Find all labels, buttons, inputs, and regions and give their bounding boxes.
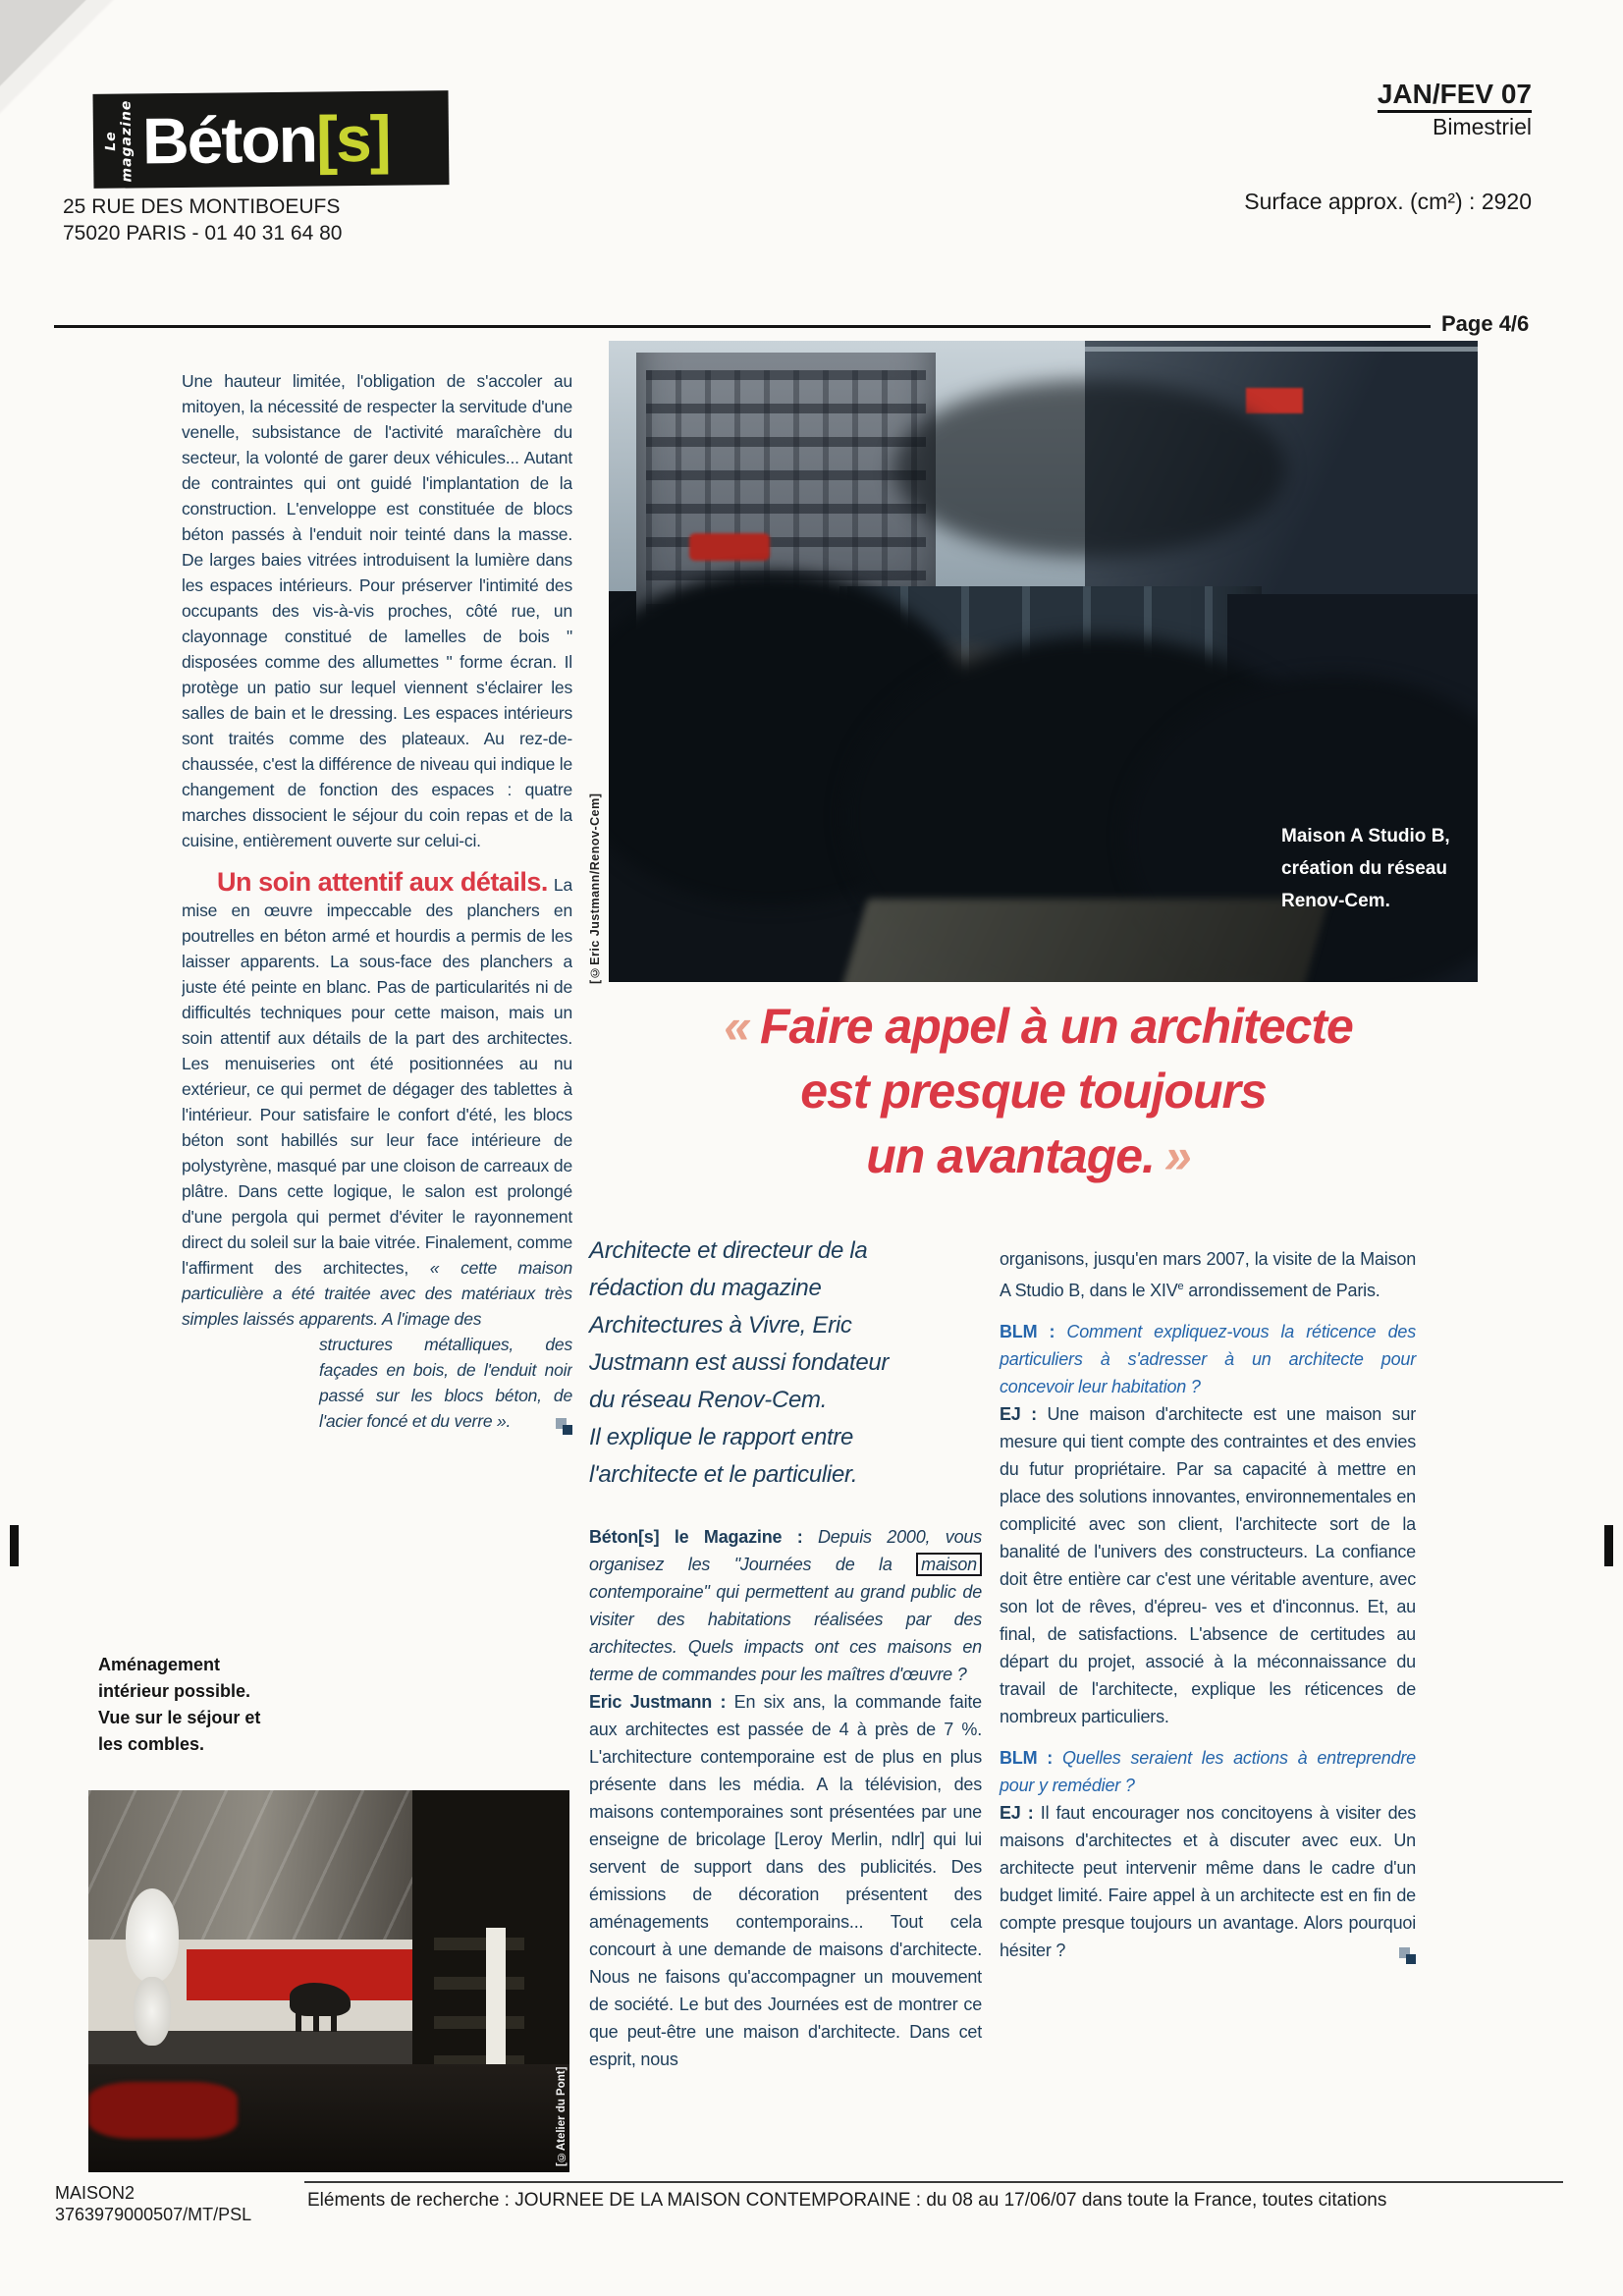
photo-caption-line: création du réseau — [1281, 858, 1447, 879]
pull-quote — [589, 994, 1478, 1188]
pull-quote-line: est presque toujours — [800, 1064, 1267, 1119]
photo-stair-steps — [434, 1938, 524, 2085]
photo-white-lamp — [126, 1888, 179, 1983]
photo-terrace — [840, 899, 1328, 982]
interview-question-2: BLM : Comment expliquez-vous la réticence des particuliers à s'adresser à un architecte pour concevoir leur habitation ? — [1000, 1322, 1416, 1396]
photo-credit: [©Atelier du Pont] — [556, 2066, 568, 2166]
photo-red-cushion — [88, 2082, 238, 2139]
interview-right-column — [1000, 1245, 1416, 1972]
photo-caption-line: Maison A Studio B, — [1281, 826, 1450, 847]
photo-red-sofa — [689, 533, 770, 561]
logo-s-bracket: [s] — [315, 101, 391, 176]
article-paragraph: Une hauteur limitée, l'obligation de s'accoler au mitoyen, la nécessité de respecter la servitude d'une venelle, subsistance de l'activité maraîchère du secteur, la volonté de garer deux véhicules... Autant de contraintes qui ont guidé l'implantation de la construction. L'enveloppe est constituée de blocs béton passés à l'enduit noir teinté dans la masse. De larges baies vitrées introduisent la lumière dans les espaces intérieurs. Pour préserver l'intimité des occupants des vis-à-vis proches, côté rue, un clayonnage constitué de lamelles de bois " disposées comme des allumettes " forme écran. Il protège un patio sur lequel viennent s'éclairer les salles de bain et le dressing. Les espaces intérieurs sont traités comme des plateaux. Au rez-de-chaussée, c'est la différence de niveau qui indique le changement de fonction des espaces : quatre marches dissocient le séjour du coin repas et de la cuisine, entièrement ouverte sur celui-ci. — [182, 371, 572, 850]
header-divider — [54, 325, 1431, 328]
interview-question-3: BLM : Quelles seraient les actions à entreprendre pour y remédier ? — [1000, 1748, 1416, 1795]
architect-quote: « cette maison particulière a été traitée avec des matériaux très simples laissés apparents. A l'image des — [182, 1258, 572, 1329]
question-label: BLM : — [1000, 1322, 1055, 1341]
open-guillemet: « — [724, 999, 750, 1054]
photo-white-lamp — [134, 1977, 171, 2046]
left-crop-mark — [10, 1525, 19, 1566]
intro-line: rédaction du magazine — [589, 1275, 822, 1301]
footer-divider — [304, 2181, 1563, 2183]
pull-quote-line: « Faire appel à un architecte — [589, 994, 1478, 1059]
highlighted-search-term: maison — [916, 1553, 982, 1576]
surface-info: Surface approx. (cm²) : 2920 — [1244, 189, 1532, 214]
house-exterior-photo — [609, 341, 1478, 982]
article-paragraph-wrapped: structures métalliques, des façades en bois, de l'enduit noir passé sur les blocs béton, de l'acier foncé et du verre ». — [319, 1332, 572, 1434]
interview-middle-column — [589, 1232, 982, 2073]
issue-frequency: Bimestriel — [1433, 114, 1532, 139]
photo-tree-canopy — [893, 380, 1286, 557]
betons-logo — [93, 90, 450, 189]
logo-name: Béton — [141, 102, 317, 178]
logo-magazine-label: Le magazine — [102, 99, 135, 183]
photo-caption-line: Renov-Cem. — [1281, 891, 1390, 911]
page-number: Page 4/6 — [1441, 311, 1530, 336]
logo-wordmark — [135, 91, 391, 189]
reference-code: 3763979000507/MT/PSL — [55, 2205, 252, 2224]
interview-answer-2: EJ : Une maison d'architecte est une maison sur mesure qui tient compte des contraintes et des envies du futur propriétaire. Par sa capacité à mettre en place des solutions innovantes, environnementales en complicité avec son client, l'architecte sort de la banalité de l'univers des constructeurs. La confiance doit être entière car c'est une véritable aventure, avec son lot de rêves, d'épreu- ves et d'inconnus. Et, au final, de satisfactions. L'absence de certitudes au départ du projet, associé à la méconnaissance du travail de l'architecte, explique les réticences de nombreux particuliers. — [1000, 1404, 1416, 1726]
pull-quote-line: un avantage. » — [589, 1123, 1478, 1188]
interior-photo-caption: Aménagement intérieur possible. Vue sur le séjour et les combles. — [98, 1655, 261, 1754]
intro-line: Justmann est aussi fondateur — [589, 1349, 890, 1376]
clipping-reference — [55, 2182, 251, 2225]
address-line-2: 75020 PARIS - 01 40 31 64 80 — [63, 222, 343, 245]
interview-intro — [589, 1232, 982, 1494]
close-guillemet: » — [1163, 1128, 1191, 1183]
article-left-column — [182, 368, 572, 1794]
intro-line: Architecte et directeur de la — [589, 1237, 868, 1264]
end-of-article-icon — [1399, 1944, 1416, 1972]
intro-line: du réseau Renov-Cem. — [589, 1387, 828, 1413]
interview-answer-3: EJ : Il faut encourager nos concitoyens à visiter des maisons d'architectes et à discuter avec eux. Un architecte peut intervenir même dans le cadre d'un budget limité. Faire appel à un architecte est en fin de compte presque toujours un avantage. Alors pourquoi hésiter ? — [1000, 1799, 1416, 1964]
ordinal-superscript: e — [1177, 1281, 1184, 1292]
house-interior-photo — [88, 1790, 569, 2172]
intro-line: Architectures à Vivre, Eric — [589, 1312, 852, 1339]
photo-credit: [©Eric Justmann/Renov-Cem] — [588, 793, 602, 984]
photo-caption — [1281, 820, 1456, 917]
issue-date: JAN/FEV 07 — [1159, 79, 1532, 110]
question-label: BLM : — [1000, 1748, 1054, 1768]
intro-line: Il explique le rapport entre — [589, 1424, 854, 1450]
interview-answer-1: Eric Justmann : En six ans, la commande faite aux architectes est passée de 4 à près de 7 %. L'architecture contemporaine est de plus en plus présente dans les média. A la télévision, des maisons contemporaines sont présentées par une enseigne de bricolage [Leroy Merlin, ndlr] qui lui servent de support dans des publicités. Des émissions de décoration présentent des aménagements contemporains... Tout cela concourt à une demande de maisons d'architecte. Nous ne faisons qu'accompagner un mouvement de société. Le but des Journées est de montrer ce que peut-être une maison d'architecte. Dans cet esprit, nous — [589, 1692, 982, 2069]
answer-label: Eric Justmann : — [589, 1692, 727, 1712]
intro-line: l'architecte et le particulier. — [589, 1461, 858, 1488]
section-heading: Un soin attentif aux détails. — [217, 867, 548, 897]
article-paragraph: Un soin attentif aux détails. La mise en œuvre impeccable des planchers en poutrelles en béton armé et hourdis a permis de les laisser apparents. La sous-face des planchers a juste été peinte en blanc. Pas de particularités ni de difficultés techniques pour cette maison, mais un soin attentif aux détails de la part des architectes. Les menuiseries ont été positionnées au nu extérieur, ce qui permet de dégager des tablettes à l'intérieur. Pour satisfaire le confort d'été, les blocs béton sont habillés sur leur face intérieure de polystyrène, masqué par une cloison de carreaux de plâtre. Dans cette logique, le salon est prolongé d'une pergola qui permet d'éviter le rayonnement direct du soleil sur la baie vitrée. Finalement, comme l'affirment des architectes, « cette maison particulière a été traitée avec des matériaux très simples laissés apparents. A l'image des — [182, 867, 572, 1329]
publisher-address — [63, 193, 342, 246]
question-label: Béton[s] le Magazine : — [589, 1527, 803, 1547]
interview-question-1: Béton[s] le Magazine : Depuis 2000, vous organisez les "Journées de la maison contemporaine" qui permettent au grand public de visiter des habitations réalisées par des architectes. Quels impacts ont ces maisons en terme de commandes pour les maîtres d'œuvre ? — [589, 1527, 982, 1684]
search-elements-line: Eléments de recherche : JOURNEE DE LA MAISON CONTEMPORAINE : du 08 au 17/06/07 dans toute la France, toutes citations — [307, 2190, 1387, 2211]
answer-label: EJ : — [1000, 1404, 1037, 1424]
right-crop-mark — [1604, 1525, 1613, 1566]
end-of-article-icon — [556, 1416, 572, 1442]
photo-red-light — [1246, 388, 1303, 413]
answer-label: EJ : — [1000, 1803, 1034, 1823]
answer-continuation: organisons, jusqu'en mars 2007, la visite de la Maison A Studio B, dans le XIVe arrondissement de Paris. — [1000, 1249, 1416, 1300]
reference-code: MAISON2 — [55, 2183, 135, 2203]
address-line-1: 25 RUE DES MONTIBOEUFS — [63, 195, 341, 218]
